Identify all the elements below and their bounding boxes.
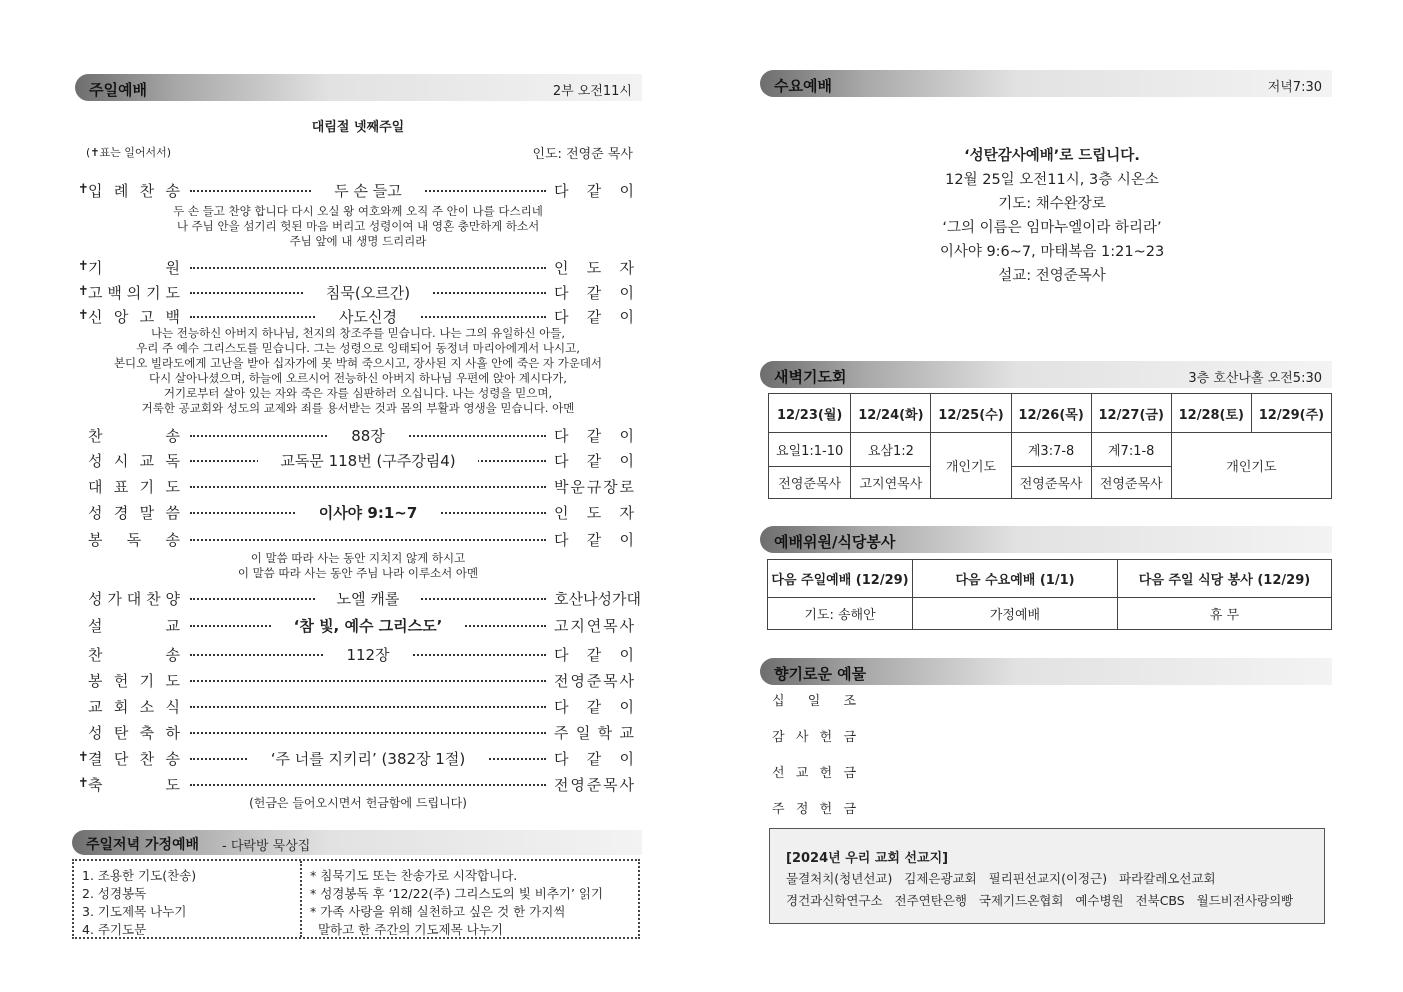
family-worship-header xyxy=(72,830,642,855)
item-content: 침묵(오르간) xyxy=(190,282,546,303)
worship-item xyxy=(78,613,638,637)
missions-box xyxy=(769,828,1325,924)
text-line: 본디오 빌라도에게 고난을 받아 십자가에 못 박혀 죽으시고, 장사된 지 사흘 안에 죽은 자 가운데서 xyxy=(113,356,603,370)
item-name: 봉 독 송 xyxy=(88,531,180,549)
text-line: 이 말씀 따라 사는 동안 주님 나라 이루소서 아멘 xyxy=(237,566,479,580)
divider xyxy=(300,861,302,937)
wednesday-details xyxy=(697,144,1403,288)
response-lyrics xyxy=(78,551,638,581)
text-line: 거기로부터 살아 있는 자와 죽은 자를 심판하러 오십니다. 나는 성령을 믿으며, xyxy=(163,386,553,400)
item-name: 축 도 xyxy=(88,776,180,794)
item-leader: 다 같 이 xyxy=(554,646,634,664)
worship-item xyxy=(78,668,638,692)
text-line: 3. 기도제목 나누기 xyxy=(82,904,187,919)
item-leader: 다 같 이 xyxy=(554,427,634,445)
family-notes xyxy=(310,867,603,939)
text-line: 나 주님 안을 섬기리 헛된 마음 버리고 성령이여 내 영혼 충만하게 하소서 xyxy=(176,219,540,233)
text-line: 주님 앞에 내 생명 드리리라 xyxy=(289,234,427,248)
worship-item xyxy=(78,280,638,304)
text-line: * 성경봉독 후 ‘12/22(주) 그리스도의 빛 비추기’ 읽기 xyxy=(310,886,604,901)
table-cell: 개인기도 xyxy=(1171,433,1331,499)
item-leader: 호 산 나 성 가 대 xyxy=(554,590,641,608)
missions-line: 물결처치(청년선교) 김제은광교회 필리핀선교지(이정근) 파라칼레오선교회 xyxy=(786,871,1216,886)
item-name: 결 단 찬 송 xyxy=(88,750,180,768)
item-content: ‘주 너를 지키리’ (382장 1절) xyxy=(190,748,546,769)
wednesday-line: ‘성탄감사예배’로 드립니다. xyxy=(964,148,1140,164)
item-name: 찬 송 xyxy=(88,646,180,664)
worship-item xyxy=(78,772,638,796)
standing-mark: ✝ xyxy=(78,750,89,765)
worship-item xyxy=(78,304,638,328)
wednesday-line: 설교: 전영준목사 xyxy=(998,268,1106,284)
offering-note: (헌금은 들어오시면서 헌금함에 드립니다) xyxy=(249,796,467,810)
leader-dots xyxy=(190,486,546,488)
item-name: 성 탄 축 하 xyxy=(88,724,180,742)
table-cell: 요삼1:2 xyxy=(851,433,931,467)
table-cell: 계3:7-8 xyxy=(1011,433,1091,467)
table-header: 12/25(수) xyxy=(931,394,1011,433)
item-leader: 다 같 이 xyxy=(554,308,634,326)
item-name: 신 앙 고 백 xyxy=(88,308,180,326)
worship-item xyxy=(78,527,638,551)
offering-item: 감 사 헌 금 xyxy=(772,730,856,745)
item-content: 88장 xyxy=(190,425,546,446)
item-leader: 다 같 이 xyxy=(554,750,634,768)
item-name: 성 가 대 찬 양 xyxy=(88,590,180,608)
text-line: * 침묵기도 또는 찬송가로 시작합니다. xyxy=(310,868,518,883)
wednesday-line: 12월 25일 오전11시, 3층 시온소 xyxy=(945,172,1159,188)
item-content: 교독문 118번 (구주강림4) xyxy=(190,450,546,471)
section-title: 수요예배 xyxy=(774,77,832,95)
table-header: 12/24(화) xyxy=(851,394,931,433)
item-name: 교 회 소 식 xyxy=(88,698,180,716)
worship-item xyxy=(78,746,638,770)
item-content: 두 손 들고 xyxy=(190,180,546,201)
table-cell: 계7:1-8 xyxy=(1091,433,1171,467)
item-leader: 다 같 이 xyxy=(554,182,634,200)
text-line: 2. 성경봉독 xyxy=(82,886,147,901)
text-line: 나는 전능하신 아버지 하나님, 천지의 창조주를 믿습니다. 나는 그의 유일하신 아들, xyxy=(150,326,566,340)
item-name: 고 백 의 기 도 xyxy=(88,284,180,302)
item-leader: 전 영 준 목 사 xyxy=(554,776,634,794)
worship-item xyxy=(78,642,638,666)
standing-mark: ✝ xyxy=(78,182,89,197)
section-title: 새벽기도회 xyxy=(774,368,847,386)
item-leader: 박 운 규 장 로 xyxy=(554,478,634,496)
item-name: 성 시 교 독 xyxy=(88,452,180,470)
offering-item: 선 교 헌 금 xyxy=(772,766,856,781)
standing-mark: ✝ xyxy=(78,284,89,299)
worship-item xyxy=(78,694,638,718)
service-time: 저녁7:30 xyxy=(1267,80,1322,95)
wednesday-line: 이사야 9:6~7, 마태복음 1:21~23 xyxy=(939,244,1165,260)
worship-item xyxy=(78,448,638,472)
table-cell: 고지연목사 xyxy=(851,467,931,499)
item-leader: 주 일 학 교 xyxy=(554,724,634,742)
wednesday-service-header xyxy=(760,70,1332,97)
standing-mark: ✝ xyxy=(78,308,89,323)
worship-item xyxy=(78,586,641,610)
item-leader: 다 같 이 xyxy=(554,452,634,470)
wednesday-line: ‘그의 이름은 임마누엘이라 하리라’ xyxy=(942,220,1162,236)
item-content: 사도신경 xyxy=(190,306,546,327)
standing-mark: ✝ xyxy=(78,259,89,274)
apostles-creed xyxy=(78,326,638,416)
table-cell: 전영준목사 xyxy=(1091,467,1171,499)
item-leader: 다 같 이 xyxy=(554,284,634,302)
leader-dots xyxy=(190,539,546,541)
committee-table xyxy=(767,559,1332,630)
item-leader: 다 같 이 xyxy=(554,698,634,716)
dawn-prayer-table xyxy=(768,393,1332,499)
text-line: 두 손 들고 찬양 합니다 다시 오실 왕 여호와께 오직 주 안이 나를 다스리네 xyxy=(173,204,543,218)
item-name: 입 례 찬 송 xyxy=(88,182,180,200)
leader: 인도: 전영준 목사 xyxy=(532,147,633,162)
leader-dots xyxy=(190,784,546,786)
worship-item xyxy=(78,720,638,744)
item-leader: 고 지 연 목 사 xyxy=(554,617,634,635)
section-title: 주일예배 xyxy=(89,81,147,99)
item-name: 찬 송 xyxy=(88,427,180,445)
section-title: 향기로운 예물 xyxy=(774,665,867,683)
offering-item: 주 정 헌 금 xyxy=(772,802,856,817)
committee-header xyxy=(760,526,1332,553)
offerings-header xyxy=(760,658,1332,685)
item-name: 성 경 말 씀 xyxy=(88,504,180,522)
worship-item xyxy=(78,500,638,524)
item-leader: 다 같 이 xyxy=(554,531,634,549)
text-line: 이 말씀 따라 사는 동안 지치지 않게 하시고 xyxy=(250,551,466,565)
item-leader: 인 도 자 xyxy=(554,259,634,277)
family-steps xyxy=(82,867,196,939)
service-time: 3층 호산나홀 오전5:30 xyxy=(1188,371,1322,386)
service-time: 2부 오전11시 xyxy=(552,84,632,99)
text-line: 4. 주기도문 xyxy=(82,922,147,937)
offering-item: 십 일 조 xyxy=(772,694,856,709)
text-line: 말하고 한 주간의 기도제목 나누기 xyxy=(310,922,503,937)
text-line: 1. 조용한 기도(찬송) xyxy=(82,868,197,883)
item-content: ‘참 빛, 예수 그리스도’ xyxy=(190,615,546,636)
item-content: 112장 xyxy=(190,644,546,665)
table-cell: 가정예배 xyxy=(913,598,1118,630)
standing-mark: ✝ xyxy=(78,776,89,791)
section-title: 예배위원/식당봉사 xyxy=(774,533,896,551)
table-cell: 전영준목사 xyxy=(1011,467,1091,499)
item-leader: 전 영 준 목 사 xyxy=(554,672,634,690)
item-name: 기 원 xyxy=(88,259,180,277)
hymn-lyrics xyxy=(78,204,638,249)
liturgical-subtitle: 대림절 넷째주일 xyxy=(311,120,405,135)
leader-dots xyxy=(190,706,546,708)
item-content: 이사야 9:1~7 xyxy=(190,502,546,523)
item-name: 설 교 xyxy=(88,617,180,635)
worship-item xyxy=(78,255,638,279)
table-header: 다음 주일 식당 봉사 (12/29) xyxy=(1118,560,1332,598)
section-title: 주일저녁 가정예배 xyxy=(86,837,200,853)
table-cell: 휴 무 xyxy=(1118,598,1332,630)
table-header: 12/26(목) xyxy=(1011,394,1091,433)
worship-item xyxy=(78,178,638,202)
table-header: 12/23(월) xyxy=(769,394,851,433)
table-header: 12/27(금) xyxy=(1091,394,1171,433)
text-line: * 가족 사랑을 위해 실천하고 싶은 것 한 가지씩 xyxy=(310,904,566,919)
text-line: 거룩한 공교회와 성도의 교제와 죄를 용서받는 것과 몸의 부활과 영생을 믿습니다. 아멘 xyxy=(141,401,575,415)
leader-dots xyxy=(190,267,546,269)
table-cell: 전영준목사 xyxy=(769,467,851,499)
item-leader: 인 도 자 xyxy=(554,504,634,522)
table-header: 12/29(주) xyxy=(1251,394,1331,433)
sunday-service-header xyxy=(75,74,642,101)
worship-item xyxy=(78,423,638,447)
missions-title: [2024년 우리 교회 선교지] xyxy=(786,851,949,866)
table-cell: 개인기도 xyxy=(931,433,1011,499)
family-worship-box xyxy=(72,859,640,939)
table-cell: 요일1:1-10 xyxy=(769,433,851,467)
table-header: 다음 주일예배 (12/29) xyxy=(768,560,913,598)
section-subtitle: - 다락방 묵상집 xyxy=(222,839,311,854)
worship-item xyxy=(78,474,638,498)
item-name: 봉 헌 기 도 xyxy=(88,672,180,690)
table-header: 다음 수요예배 (1/1) xyxy=(913,560,1118,598)
table-cell: 기도: 송해안 xyxy=(768,598,913,630)
offering-list xyxy=(772,690,856,834)
text-line: 우리 주 예수 그리스도를 믿습니다. 그는 성령으로 잉태되어 동정녀 마리아에게서 나시고, xyxy=(136,341,580,355)
leader-dots xyxy=(190,680,546,682)
table-header: 12/28(토) xyxy=(1171,394,1251,433)
item-content: 노엘 캐롤 xyxy=(190,588,546,609)
text-line: 다시 살아나셨으며, 하늘에 오르시어 전능하신 아버지 하나님 우편에 앉아 계시다가, xyxy=(149,371,567,385)
standing-note: (✝표는 일어서서) xyxy=(86,146,172,159)
leader-dots xyxy=(190,732,546,734)
item-name: 대 표 기 도 xyxy=(88,478,180,496)
missions-line: 경건과신학연구소 전주연탄은행 국제기드온협회 예수병원 전북CBS 월드비전사랑의빵 xyxy=(786,893,1294,908)
dawn-prayer-header xyxy=(760,361,1332,388)
wednesday-line: 기도: 채수완장로 xyxy=(998,196,1106,212)
